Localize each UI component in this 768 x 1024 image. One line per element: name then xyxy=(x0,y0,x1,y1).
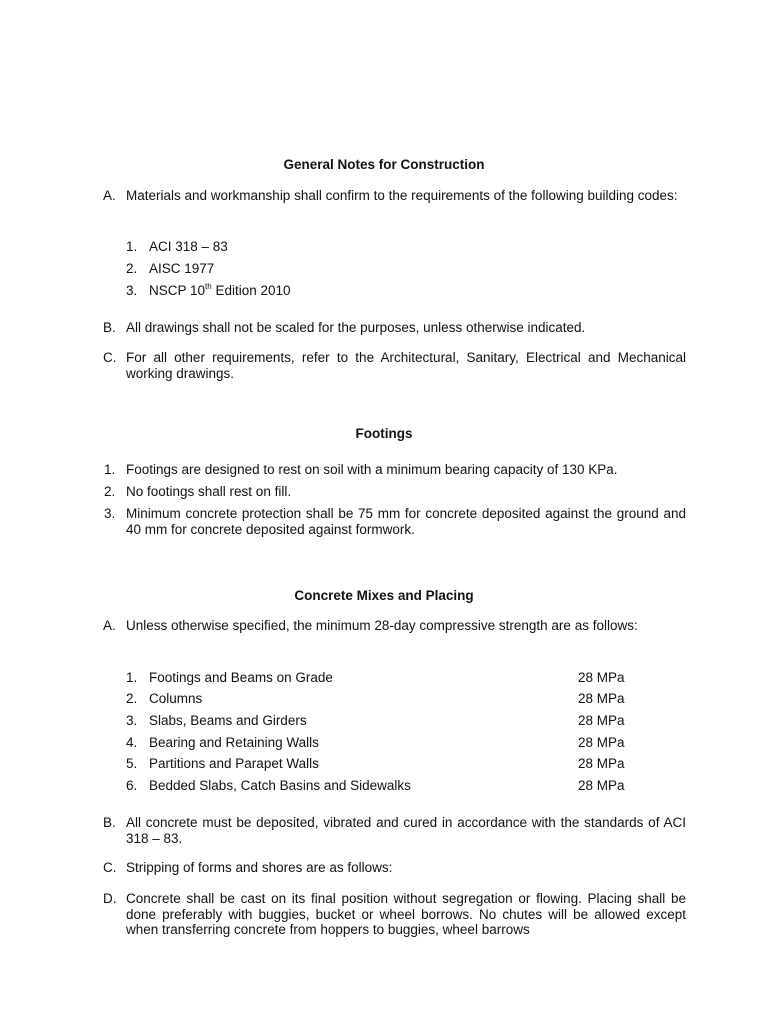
concrete-d-text: Concrete shall be cast on its final position without segregation or flowing. Placing shall be done preferably with buggies, bucket or wheel borrows. No chutes will be allowed except when transferring concrete from hoppers to buggies, wheel barrows xyxy=(126,891,686,937)
strength-item: Bedded Slabs, Catch Basins and Sidewalks xyxy=(149,778,411,793)
strength-number: 3. xyxy=(126,713,138,728)
strength-number: 5. xyxy=(126,756,138,771)
code-number: 3. xyxy=(126,283,138,298)
concrete-a-label: A. xyxy=(103,618,116,633)
code-item: NSCP 10th Edition 2010 xyxy=(149,282,291,298)
concrete-b-label: B. xyxy=(103,815,116,830)
concrete-heading: Concrete Mixes and Placing xyxy=(294,588,474,603)
strength-value: 28 MPa xyxy=(578,670,625,685)
strength-value: 28 MPa xyxy=(578,735,625,750)
strength-value: 28 MPa xyxy=(578,713,625,728)
strength-value: 28 MPa xyxy=(578,756,625,771)
strength-item: Footings and Beams on Grade xyxy=(149,670,333,685)
code-number: 1. xyxy=(126,239,138,254)
strength-item: Partitions and Parapet Walls xyxy=(149,756,319,771)
note-b-text: All drawings shall not be scaled for the purposes, unless otherwise indicated. xyxy=(126,320,586,335)
strength-number: 4. xyxy=(126,735,138,750)
code-item: AISC 1977 xyxy=(149,261,215,276)
note-c-text: For all other requirements, refer to the Architectural, Sanitary, Electrical and Mechanical working drawings. xyxy=(126,350,686,381)
general-notes-heading: General Notes for Construction xyxy=(283,157,485,172)
footing-item: Minimum concrete protection shall be 75 mm for concrete deposited against the ground and 40 mm for concrete deposited against formwork. xyxy=(126,506,686,537)
note-b-label: B. xyxy=(103,320,116,335)
note-a-text: Materials and workmanship shall confirm to the requirements of the following building codes: xyxy=(126,188,678,203)
strength-item: Columns xyxy=(149,691,203,706)
code-item: ACI 318 – 83 xyxy=(149,239,228,254)
code-number: 2. xyxy=(126,261,138,276)
concrete-b-text: All concrete must be deposited, vibrated and cured in accordance with the standards of ACI 318 – 83. xyxy=(126,815,686,846)
footings-heading: Footings xyxy=(355,426,413,441)
footing-item: No footings shall rest on fill. xyxy=(126,484,292,499)
strength-number: 6. xyxy=(126,778,138,793)
footing-number: 1. xyxy=(104,462,116,477)
strength-value: 28 MPa xyxy=(578,691,625,706)
concrete-a-text: Unless otherwise specified, the minimum 28-day compressive strength are as follows: xyxy=(126,618,638,633)
strength-value: 28 MPa xyxy=(578,778,625,793)
strength-item: Bearing and Retaining Walls xyxy=(149,735,319,750)
concrete-c-label: C. xyxy=(103,860,117,875)
note-c-label: C. xyxy=(103,350,117,365)
footing-number: 2. xyxy=(104,484,116,499)
strength-number: 1. xyxy=(126,670,138,685)
footing-item: Footings are designed to rest on soil with a minimum bearing capacity of 130 KPa. xyxy=(126,462,618,477)
note-a-label: A. xyxy=(103,188,116,203)
strength-item: Slabs, Beams and Girders xyxy=(149,713,307,728)
concrete-c-text: Stripping of forms and shores are as follows: xyxy=(126,860,393,875)
strength-number: 2. xyxy=(126,691,138,706)
concrete-d-label: D. xyxy=(103,891,117,906)
footing-number: 3. xyxy=(104,506,116,521)
